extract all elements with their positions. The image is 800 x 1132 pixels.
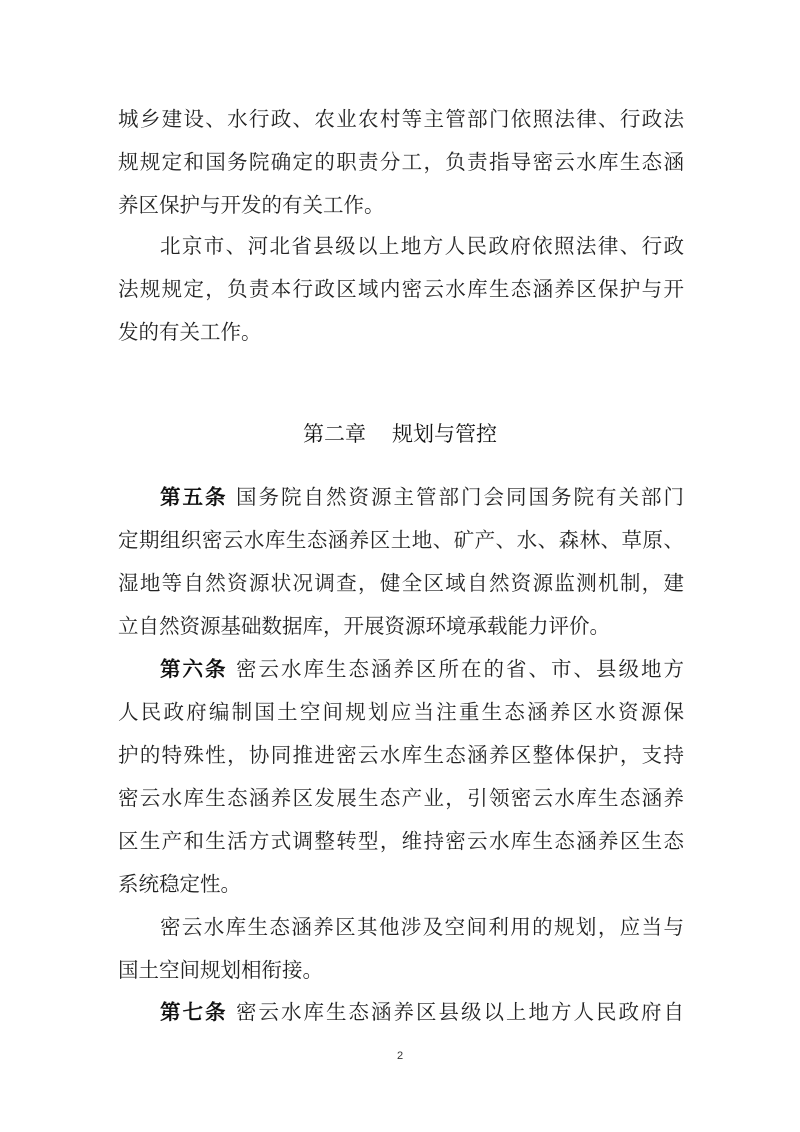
article-first-line — [118, 476, 684, 519]
text-line: 规规定和国务院确定的职责分工，负责指导密云水库生态涵 — [118, 150, 684, 174]
text-line: 人民政府编制国土空间规划应当注重生态涵养区水资源保 — [118, 700, 684, 724]
chapter-heading — [0, 414, 800, 454]
article-5 — [118, 476, 684, 648]
text-line: 发的有关工作。 — [118, 320, 262, 344]
article-6-paragraph-2 — [118, 906, 684, 992]
article-text: 国务院自然资源主管部门会同国务院有关部门 — [236, 485, 684, 509]
article-text: 密云水库生态涵养区县级以上地方人民政府自 — [236, 1000, 684, 1024]
article-label: 第七条 — [160, 1000, 228, 1024]
article-first-line — [118, 648, 684, 691]
article-6 — [118, 648, 684, 906]
text-line: 法规规定，负责本行政区域内密云水库生态涵养区保护与开 — [118, 277, 684, 301]
text-line: 密云水库生态涵养区发展生态产业，引领密云水库生态涵养 — [118, 786, 684, 810]
page-number: 2 — [396, 1050, 404, 1062]
article-label: 第六条 — [160, 657, 228, 681]
article-label: 第五条 — [160, 485, 228, 509]
text-line: 湿地等自然资源状况调查，健全区域自然资源监测机制，建 — [118, 571, 684, 595]
text-line: 密云水库生态涵养区其他涉及空间利用的规划，应当与 — [160, 915, 684, 939]
article-first-line — [118, 991, 684, 1034]
paragraph-local-governments — [118, 225, 684, 354]
text-line: 城乡建设、水行政、农业农村等主管部门依照法律、行政法 — [118, 107, 684, 131]
text-line: 北京市、河北省县级以上地方人民政府依照法律、行政 — [160, 234, 684, 258]
text-line: 国土空间规划相衔接。 — [118, 958, 323, 982]
text-line: 立自然资源基础数据库，开展资源环境承载能力评价。 — [118, 614, 610, 638]
text-line: 护的特殊性，协同推进密云水库生态涵养区整体保护，支持 — [118, 743, 684, 767]
text-line: 系统稳定性。 — [118, 872, 241, 896]
article-7 — [118, 991, 684, 1034]
article-text: 密云水库生态涵养区所在的省、市、县级地方 — [236, 657, 684, 681]
text-line: 养区保护与开发的有关工作。 — [118, 193, 385, 217]
text-line: 区生产和生活方式调整转型，维持密云水库生态涵养区生态 — [118, 829, 684, 853]
text-line: 定期组织密云水库生态涵养区土地、矿产、水、森林、草原、 — [118, 528, 684, 552]
chapter-title: 规划与管控 — [392, 422, 497, 446]
chapter-number: 第二章 — [303, 422, 366, 446]
paragraph-responsibilities-departments — [118, 98, 684, 227]
